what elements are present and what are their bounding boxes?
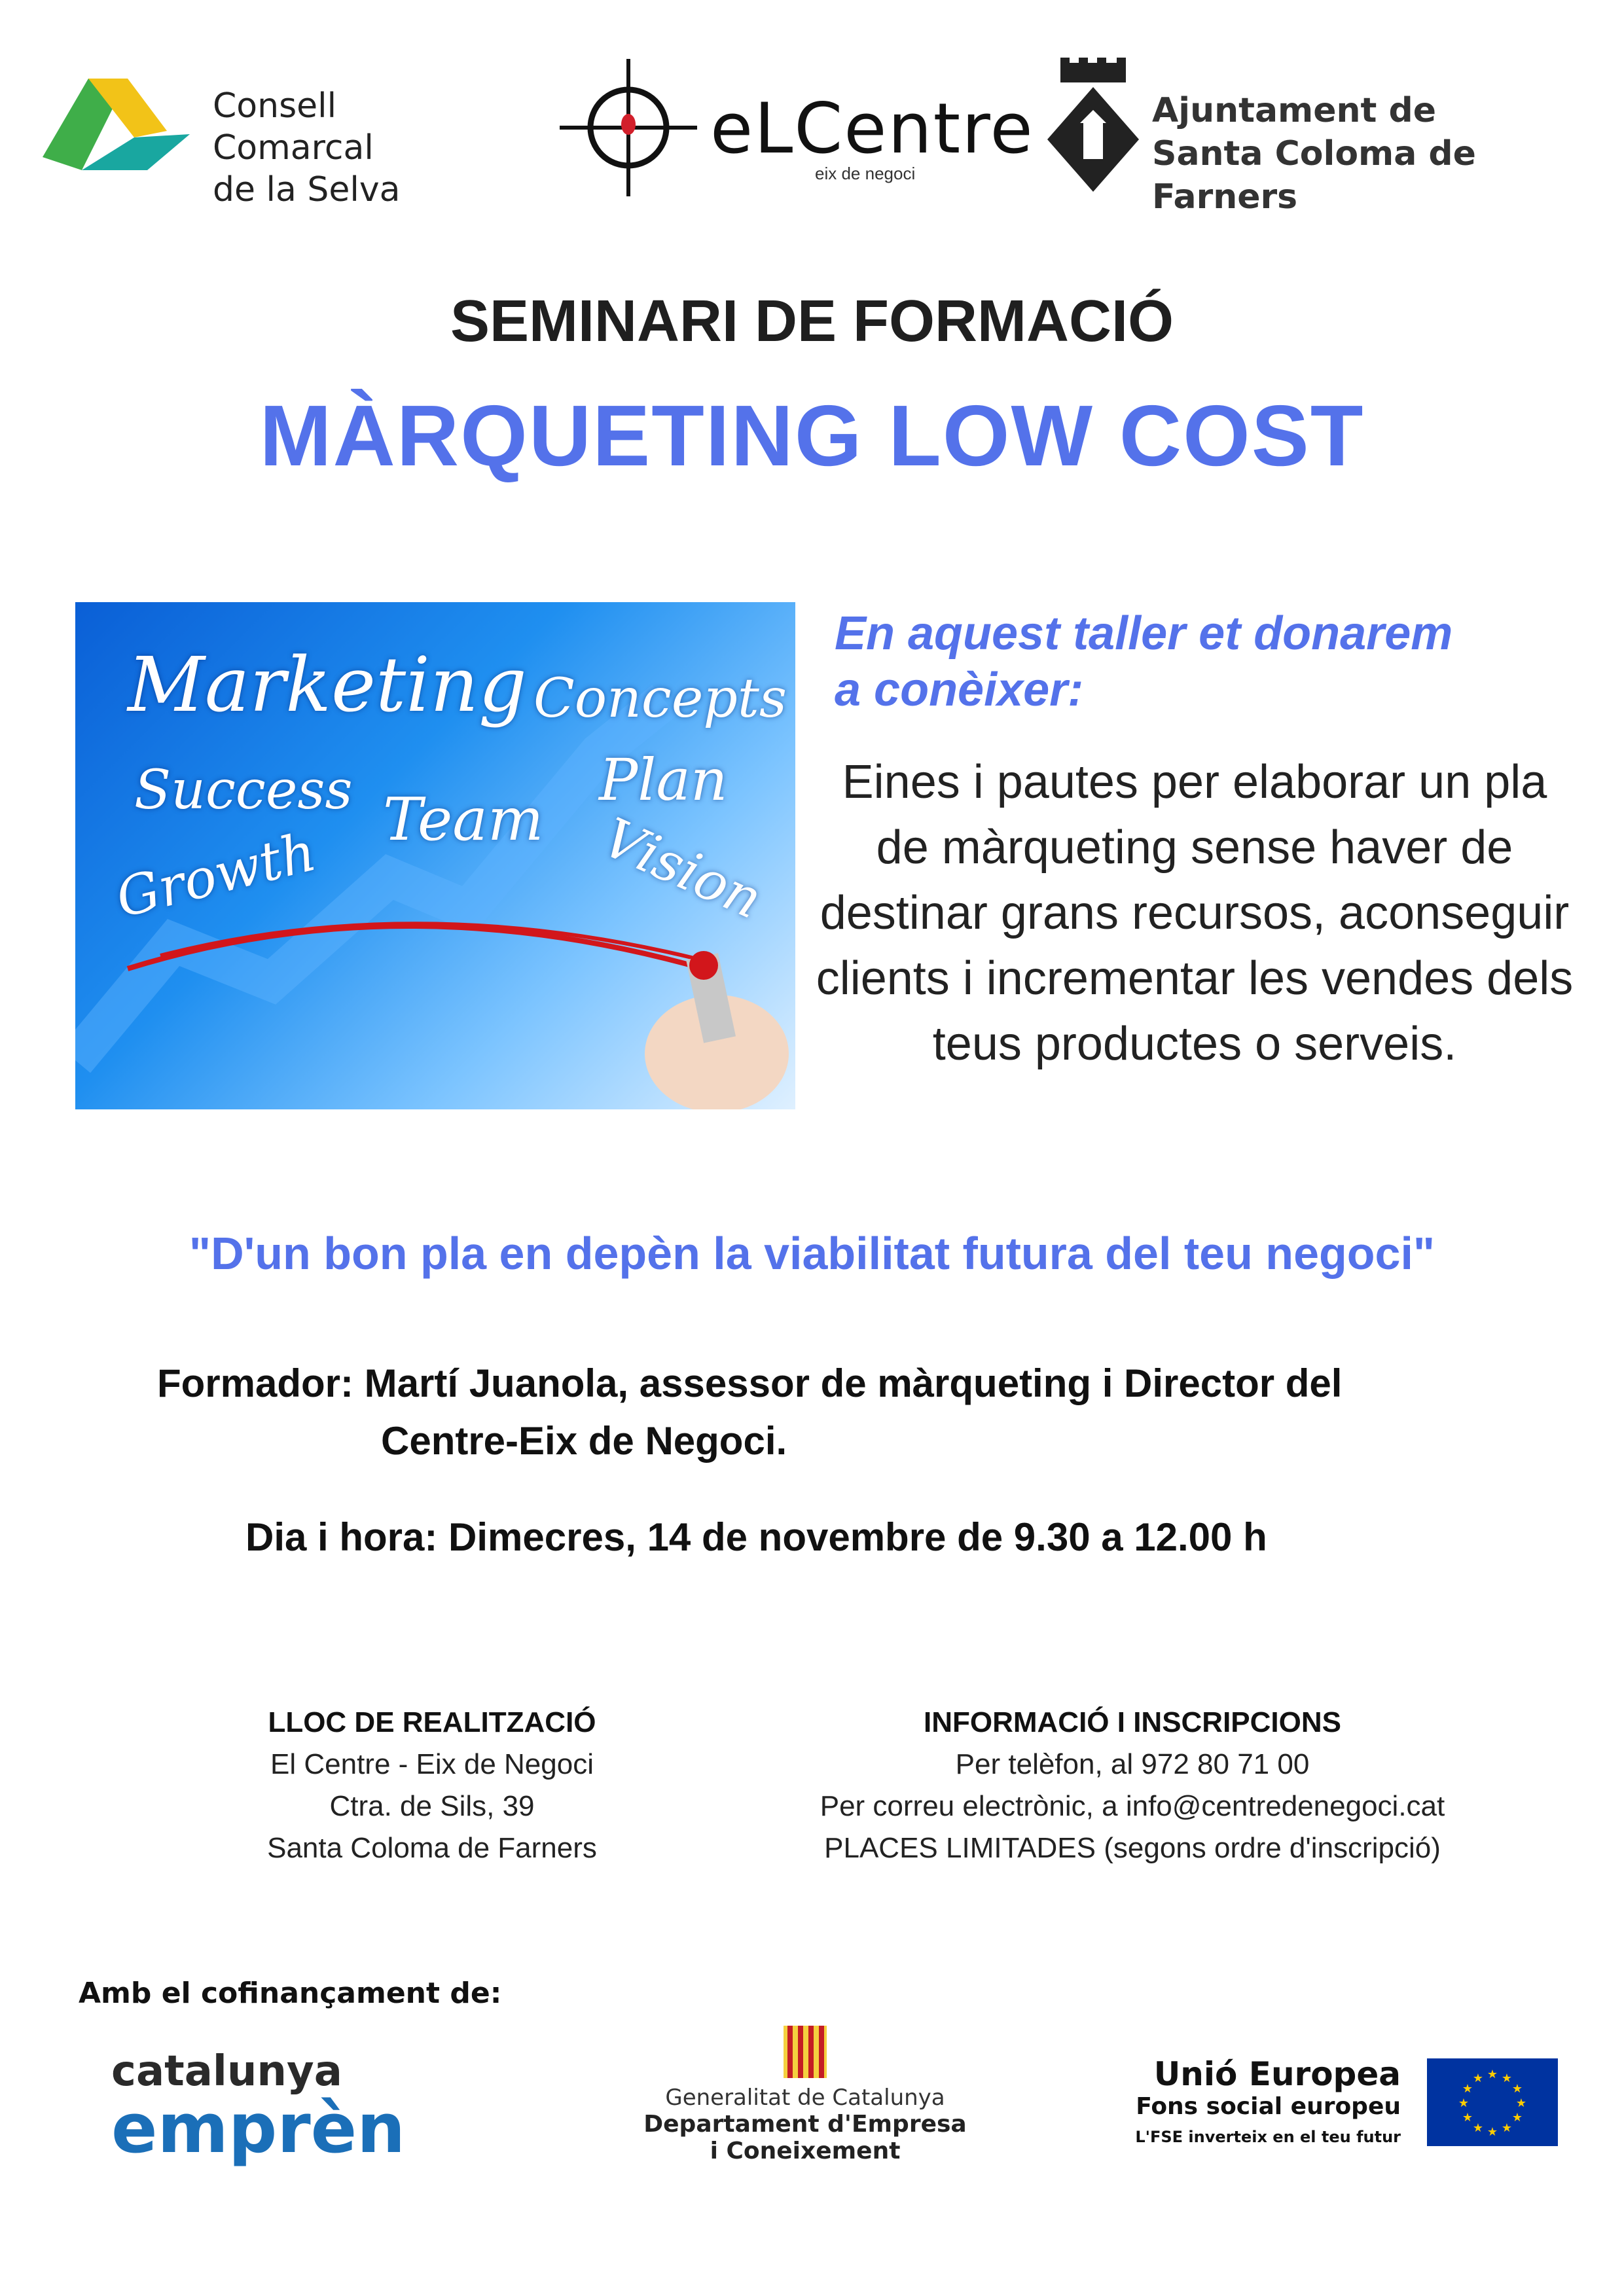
consell-line1: Consell Comarcal [213,86,374,168]
svg-text:★: ★ [1515,2096,1527,2110]
intro-description [792,749,1597,1077]
image-word-marketing: Marketing [128,641,527,729]
logo-catalunya-empren [111,2049,439,2173]
cofinancing-label: Amb el cofinançament de: [79,1977,502,2010]
svg-text:★: ★ [1458,2096,1470,2110]
ajuntament-line2: Santa Coloma de Farners [1152,134,1476,217]
info-phone: Per telèfon, al 972 80 71 00 [955,1748,1310,1780]
info-block [772,1702,1492,1869]
schedule: Dia i hora: Dimecres, 14 de novembre de 9.30 a 12.00 h [245,1515,1267,1559]
image-word-team: Team [383,785,544,854]
svg-text:★: ★ [1511,2111,1523,2125]
crosshair-icon [553,52,704,203]
trainer-line2: Centre-Eix de Negoci. [381,1419,787,1463]
marketing-photo [75,602,795,1109]
logo-generalitat [609,2026,1001,2176]
svg-text:★: ★ [1501,2121,1513,2135]
intro-heading [835,605,1587,718]
svg-text:★: ★ [1462,2082,1473,2096]
info-limited: PLACES LIMITADES (segons ordre d'inscripció) [824,1832,1441,1864]
image-word-growth: Growth [110,820,322,931]
consell-line2: de la Selva [213,170,401,209]
empren-line1: catalunya [111,2047,342,2096]
seminar-kicker: SEMINARI DE FORMACIÓ [450,289,1174,354]
description-line: de màrqueting sense haver de [876,821,1513,874]
generalitat-line2: Departament d'Empresa [643,2111,967,2138]
description-line: clients i incrementar les vendes dels [816,952,1574,1005]
trainer-label: Formador: [157,1361,353,1405]
quote: "D'un bon pla en depèn la viabilitat futura del teu negoci" [189,1228,1435,1279]
elcentre-subtitle: eix de negoci [815,164,916,183]
location-line: Santa Coloma de Farners [267,1832,597,1864]
seminar-title: MÀRQUETING LOW COST [259,387,1365,484]
consell-comarcal-mark-icon [36,72,193,177]
svg-text:★: ★ [1501,2072,1513,2085]
generalitat-line3: i Coneixement [710,2138,901,2164]
empren-line2: emprèn [111,2089,406,2168]
intro-heading-line1: En aquest taller et donarem [835,607,1453,660]
description-line: teus productes o serveis. [932,1018,1457,1070]
intro-heading-line2: a conèixer: [835,664,1084,716]
logo-consell-comarcal [36,72,494,209]
info-email: Per correu electrònic, a info@centredenegoci.cat [820,1790,1445,1822]
eu-line3: L'FSE inverteix en el teu futur [1135,2128,1401,2146]
eu-line1: Unió Europea [1153,2055,1401,2093]
coat-of-arms-icon [1044,58,1142,195]
elcentre-name: eLCentre [710,88,1034,169]
eu-line2: Fons social europeu [1136,2093,1401,2120]
generalitat-line1: Generalitat de Catalunya [665,2085,945,2111]
ajuntament-line1: Ajuntament de [1152,91,1436,130]
logo-elcentre [553,52,1034,203]
logo-ajuntament [1044,58,1594,217]
location-heading: LLOC DE REALITZACIÓ [268,1706,596,1738]
image-word-concepts: Concepts [533,668,787,730]
svg-text:★: ★ [1487,2068,1498,2081]
trainer-line1: Martí Juanola, assessor de màrqueting i Director del [364,1361,1343,1405]
svg-text:★: ★ [1487,2125,1498,2139]
image-word-success: Success [134,759,353,821]
image-word-plan: Plan [599,746,728,814]
svg-text:★: ★ [1462,2111,1473,2125]
location-block [196,1702,668,1869]
svg-text:★: ★ [1511,2082,1523,2096]
info-heading: INFORMACIÓ I INSCRIPCIONS [923,1706,1342,1738]
logo-eu [1113,2055,1558,2166]
svg-text:★: ★ [1472,2072,1484,2085]
location-line: El Centre - Eix de Negoci [270,1748,594,1780]
eu-flag-icon [1427,2058,1558,2146]
senyera-icon [784,2026,827,2078]
trainer-block [157,1355,1532,1470]
svg-text:★: ★ [1472,2121,1484,2135]
description-line: destinar grans recursos, aconseguir [820,887,1570,939]
description-line: Eines i pautes per elaborar un pla [842,756,1547,808]
image-word-vision: Vision [593,806,771,931]
location-line: Ctra. de Sils, 39 [329,1790,535,1822]
